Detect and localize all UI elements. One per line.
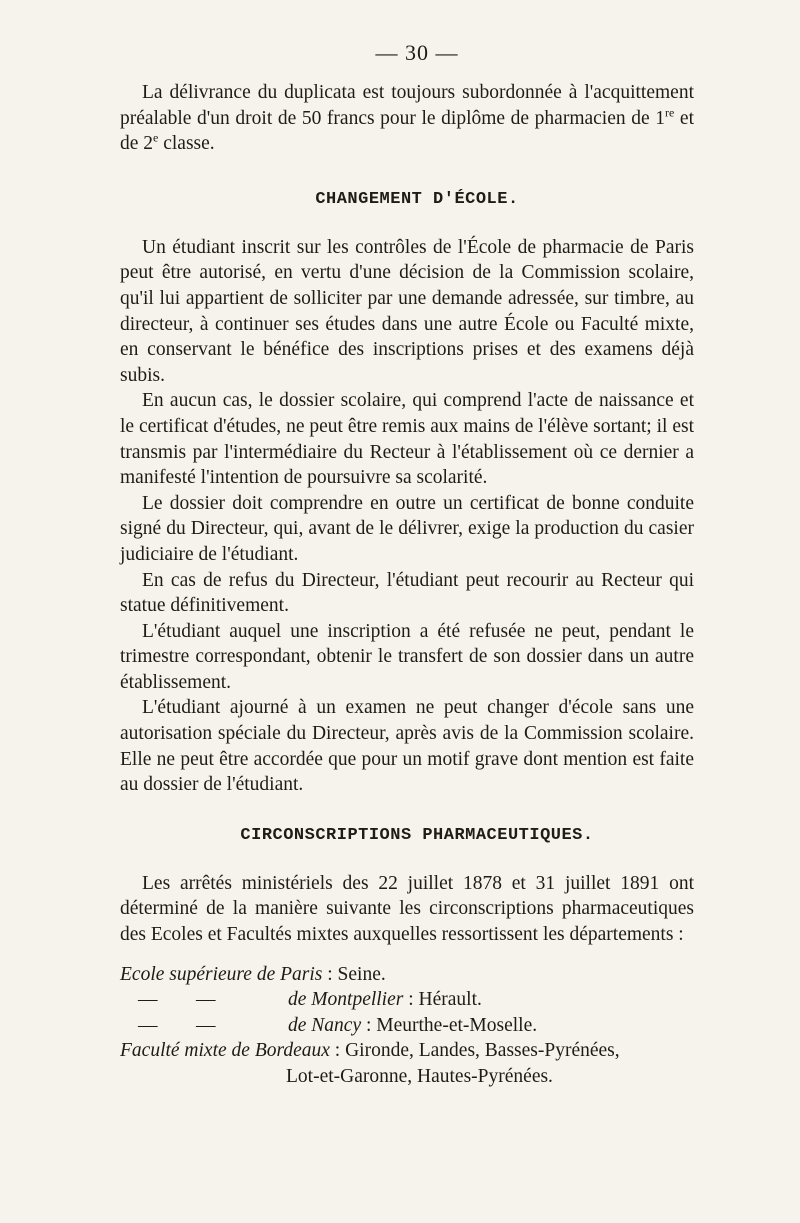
circonscriptions-list [120, 962, 694, 1090]
list-item-continuation [120, 1064, 694, 1090]
paragraph: Le dossier doit comprendre en outre un certificat de bonne conduite signé du Directeur, qui, avant de le délivrer, exige la production du casier judiciaire de l'étudiant. [120, 492, 694, 565]
page-number: — 30 — [375, 40, 459, 65]
school-name: de Montpellier [288, 989, 404, 1011]
ditto-mark: — [196, 989, 216, 1011]
paragraph: En aucun cas, le dossier scolaire, qui comprend l'acte de naissance et le certificat d'études, ne peut être remis aux mains de l'élève sortant; il est transmis par l'intermédiaire du Recteur à l'établissement où ce dernier a manifesté l'intention de poursuivre sa scolarité. [120, 390, 694, 489]
list-item [120, 987, 694, 1013]
department-list: : Gironde, Landes, Basses-Pyrénées, [329, 1040, 620, 1062]
ordinal-superscript-2: e [153, 130, 159, 145]
list-item [120, 962, 694, 988]
list-item [120, 1038, 694, 1064]
department-list: : Seine. [322, 963, 386, 985]
department-list: Lot-et-Garonne, Hautes-Pyrénées. [286, 1066, 553, 1087]
paragraph: L'étudiant ajourné à un examen ne peut changer d'école sans une autorisation spéciale du Directeur, après avis de la Commission scolaire. Elle ne peut être accordée que pour un motif grave dont mention est faite au dossier de l'étudiant. [120, 697, 694, 796]
paragraph: En cas de refus du Directeur, l'étudiant peut recourir au Recteur qui statue définitivement. [120, 569, 694, 617]
ditto-mark: — [138, 1014, 158, 1036]
department-list: : Meurthe-et-Moselle. [361, 1014, 538, 1036]
intro-text-2: et de 2 [120, 107, 694, 155]
ordinal-superscript-1: re [665, 105, 675, 120]
ditto-mark: — [196, 1014, 216, 1036]
section-heading-circonscriptions: CIRCONSCRIPTIONS PHARMACEUTIQUES. [240, 825, 594, 845]
intro-text-3: classe. [158, 133, 215, 155]
school-name: de Nancy [288, 1014, 362, 1036]
intro-text-1: La délivrance du duplicata est toujours subordonnée à l'acquittement préalable d'un droit de 50 francs pour le diplôme de pharmacien de 1 [120, 82, 694, 129]
paragraph: Les arrêtés ministériels des 22 juillet 1878 et 31 juillet 1891 ont déterminé de la manière suivante les circonscriptions pharmaceutiques des Ecoles et Facultés mixtes auxquelles ressortissent les départements : [120, 872, 694, 946]
department-list: : Hérault. [403, 989, 482, 1011]
paragraph: L'étudiant auquel une inscription a été refusée ne peut, pendant le trimestre correspondant, obtenir le transfert de son dossier dans un autre établissement. [120, 620, 694, 693]
ditto-mark: — [138, 989, 158, 1011]
section-heading-changement: CHANGEMENT D'ÉCOLE. [315, 189, 519, 209]
school-name: Faculté mixte de Bordeaux [120, 1040, 330, 1062]
paragraph: Un étudiant inscrit sur les contrôles de l'École de pharmacie de Paris peut être autorisé, en vertu d'une décision de la Commission scolaire, qu'il lui appartient de solliciter par une demande adressée, sur timbre, au directeur, à continuer ses études dans une autre École ou Faculté mixte, en conservant le bénéfice des inscriptions prises et des examens déjà subis. [120, 236, 694, 386]
list-item [120, 1013, 694, 1039]
intro-paragraph [120, 80, 694, 157]
school-name: Ecole supérieure de Paris [120, 963, 323, 985]
